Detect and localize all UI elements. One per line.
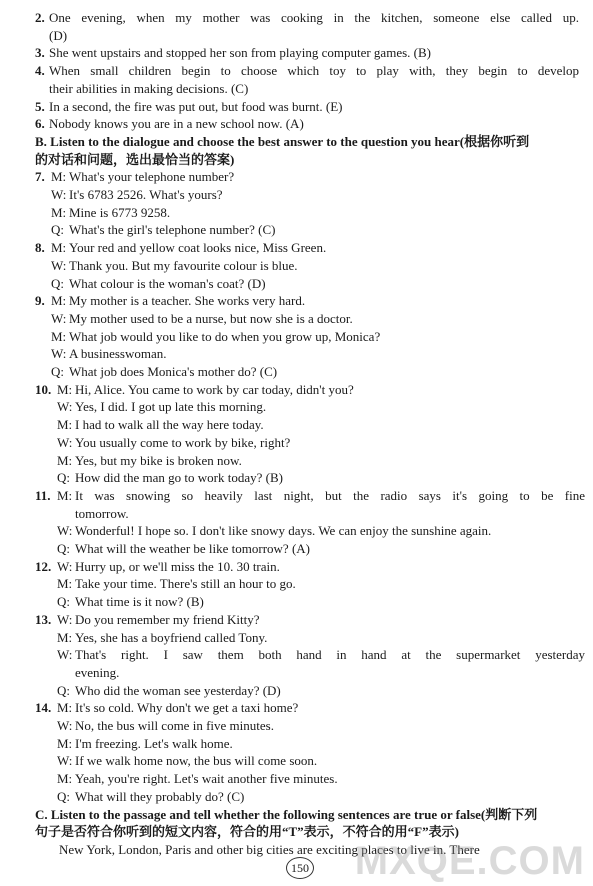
dialogue-line: Yes, but my bike is broken now. <box>75 452 242 468</box>
section-b-heading: B. Listen to the dialogue and choose the best answer to the question you hear(根据你听到 <box>35 133 530 149</box>
dialogue-line: Do you remember my friend Kitty? <box>75 611 260 627</box>
speaker-label: M: <box>51 240 67 256</box>
speaker-label: W: <box>57 718 73 733</box>
question-number: 12. <box>35 558 52 574</box>
answer-text-continued: their abilities in making decisions. (C) <box>49 80 249 96</box>
dialogue-line: What job would you like to do when you grow up, Monica? <box>69 328 381 344</box>
speaker-label: M: <box>57 381 73 397</box>
speaker-label: M: <box>57 700 73 716</box>
dialogue-line: It's 6783 2526. What's yours? <box>69 187 223 202</box>
dialogue-line: My mother used to be a nurse, but now she is a doctor. <box>69 310 353 326</box>
dialogue-line: What will they probably do? (C) <box>75 788 245 804</box>
dialogue-line-continued: evening. <box>75 664 120 680</box>
speaker-label: W: <box>51 346 67 362</box>
speaker-label: M: <box>51 204 67 220</box>
page-number: 150 <box>286 857 314 879</box>
answer-text: One evening, when my mother was cooking in the kitchen, someone else called up. <box>49 10 579 25</box>
speaker-label: W: <box>51 187 67 202</box>
speaker-label: M: <box>57 417 73 433</box>
dialogue-line: What will the weather be like tomorrow? (A) <box>75 541 310 556</box>
question-number: 7. <box>35 169 45 185</box>
speaker-label: W: <box>57 753 73 769</box>
speaker-label: Q: <box>57 470 70 486</box>
speaker-label: W: <box>51 257 67 273</box>
dialogue-line: Mine is 6773 9258. <box>69 204 171 220</box>
answer-number: 5. <box>35 98 45 114</box>
speaker-label: W: <box>57 558 73 574</box>
dialogue-line: What colour is the woman's coat? (D) <box>69 275 266 291</box>
question-number: 14. <box>35 700 52 716</box>
speaker-label: Q: <box>57 594 70 610</box>
question-number: 9. <box>35 293 45 309</box>
section-b-heading-cont: 的对话和问题，选出最恰当的答案) <box>35 151 235 167</box>
dialogue-line: My mother is a teacher. She works very hard. <box>69 293 306 309</box>
question-number: 11. <box>35 487 51 503</box>
dialogue-line: How did the man go to work today? (B) <box>75 470 283 486</box>
dialogue-line: Hurry up, or we'll miss the 10. 30 train. <box>75 558 280 574</box>
dialogue-line: Who did the woman see yesterday? (D) <box>75 682 281 698</box>
dialogue-line: Take your time. There's still an hour to go. <box>75 576 296 592</box>
passage-text: New York, London, Paris and other big cities are exciting places to live in. There <box>59 841 480 857</box>
speaker-label: Q: <box>51 275 64 291</box>
dialogue-line: What's the girl's telephone number? (C) <box>69 222 276 238</box>
speaker-label: Q: <box>51 222 64 238</box>
dialogue-line: Yeah, you're right. Let's wait another five minutes. <box>75 771 338 787</box>
speaker-label: M: <box>51 169 67 185</box>
answer-number: 4. <box>35 63 45 79</box>
speaker-label: M: <box>51 328 67 344</box>
question-number: 8. <box>35 240 45 256</box>
dialogue-line: A businesswoman. <box>69 346 167 362</box>
dialogue-line: I had to walk all the way here today. <box>75 417 264 433</box>
speaker-label: M: <box>57 452 73 468</box>
speaker-label: W: <box>57 611 73 627</box>
speaker-label: Q: <box>57 682 70 698</box>
answer-number: 2. <box>35 10 45 25</box>
dialogue-line-continued: tomorrow. <box>75 505 129 521</box>
dialogue-line: If we walk home now, the bus will come soon. <box>75 753 318 769</box>
answer-text-continued: (D) <box>49 27 68 43</box>
speaker-label: W: <box>57 523 73 539</box>
answer-number: 6. <box>35 116 45 132</box>
dialogue-line: What time is it now? (B) <box>75 594 204 610</box>
answer-text: When small children begin to choose which toy to play with, they begin to develop <box>49 63 579 79</box>
speaker-label: Q: <box>51 364 64 379</box>
answer-text: She went upstairs and stopped her son from playing computer games. (B) <box>49 45 431 61</box>
dialogue-line: Hi, Alice. You came to work by car today, didn't you? <box>75 381 354 397</box>
dialogue-line: Yes, she has a boyfriend called Tony. <box>75 629 268 645</box>
answer-text: Nobody knows you are in a new school now. (A) <box>49 116 304 132</box>
dialogue-line: Thank you. But my favourite colour is blue. <box>69 257 298 273</box>
speaker-label: M: <box>57 771 73 787</box>
question-number: 10. <box>35 381 52 397</box>
dialogue-line: Your red and yellow coat looks nice, Miss Green. <box>69 240 327 256</box>
dialogue-line: You usually come to work by bike, right? <box>75 434 291 450</box>
speaker-label: Q: <box>57 788 70 804</box>
section-c-heading: C. Listen to the passage and tell whether the following sentences are true or false(判断下列 <box>35 806 538 822</box>
speaker-label: M: <box>57 487 73 503</box>
speaker-label: M: <box>57 576 73 592</box>
answer-number: 3. <box>35 45 45 61</box>
speaker-label: Q: <box>57 541 70 556</box>
watermark: MXQE.COM <box>354 839 585 883</box>
answer-text: In a second, the fire was put out, but food was burnt. (E) <box>49 98 343 114</box>
dialogue-line: Wonderful! I hope so. I don't like snowy days. We can enjoy the sunshine again. <box>75 523 492 539</box>
speaker-label: W: <box>57 647 73 663</box>
dialogue-line: What's your telephone number? <box>69 169 235 185</box>
speaker-label: W: <box>57 434 73 450</box>
dialogue-line: It's so cold. Why don't we get a taxi home? <box>75 700 299 716</box>
dialogue-line: I'm freezing. Let's walk home. <box>75 735 233 751</box>
dialogue-line: That's right. I saw them both hand in hand at the supermarket yesterday <box>75 647 585 663</box>
dialogue-line: It was snowing so heavily last night, but the radio says it's going to be fine <box>75 487 585 503</box>
dialogue-line: No, the bus will come in five minutes. <box>75 718 274 733</box>
dialogue-line: Yes, I did. I got up late this morning. <box>75 399 267 415</box>
section-c-heading-cont: 句子是否符合你听到的短文内容，符合的用“T”表示，不符合的用“F”表示) <box>35 824 459 840</box>
question-number: 13. <box>35 611 52 627</box>
speaker-label: M: <box>57 629 73 645</box>
speaker-label: W: <box>51 310 67 326</box>
dialogue-line: What job does Monica's mother do? (C) <box>69 364 278 379</box>
speaker-label: M: <box>57 735 73 751</box>
speaker-label: W: <box>57 399 73 415</box>
speaker-label: M: <box>51 293 67 309</box>
